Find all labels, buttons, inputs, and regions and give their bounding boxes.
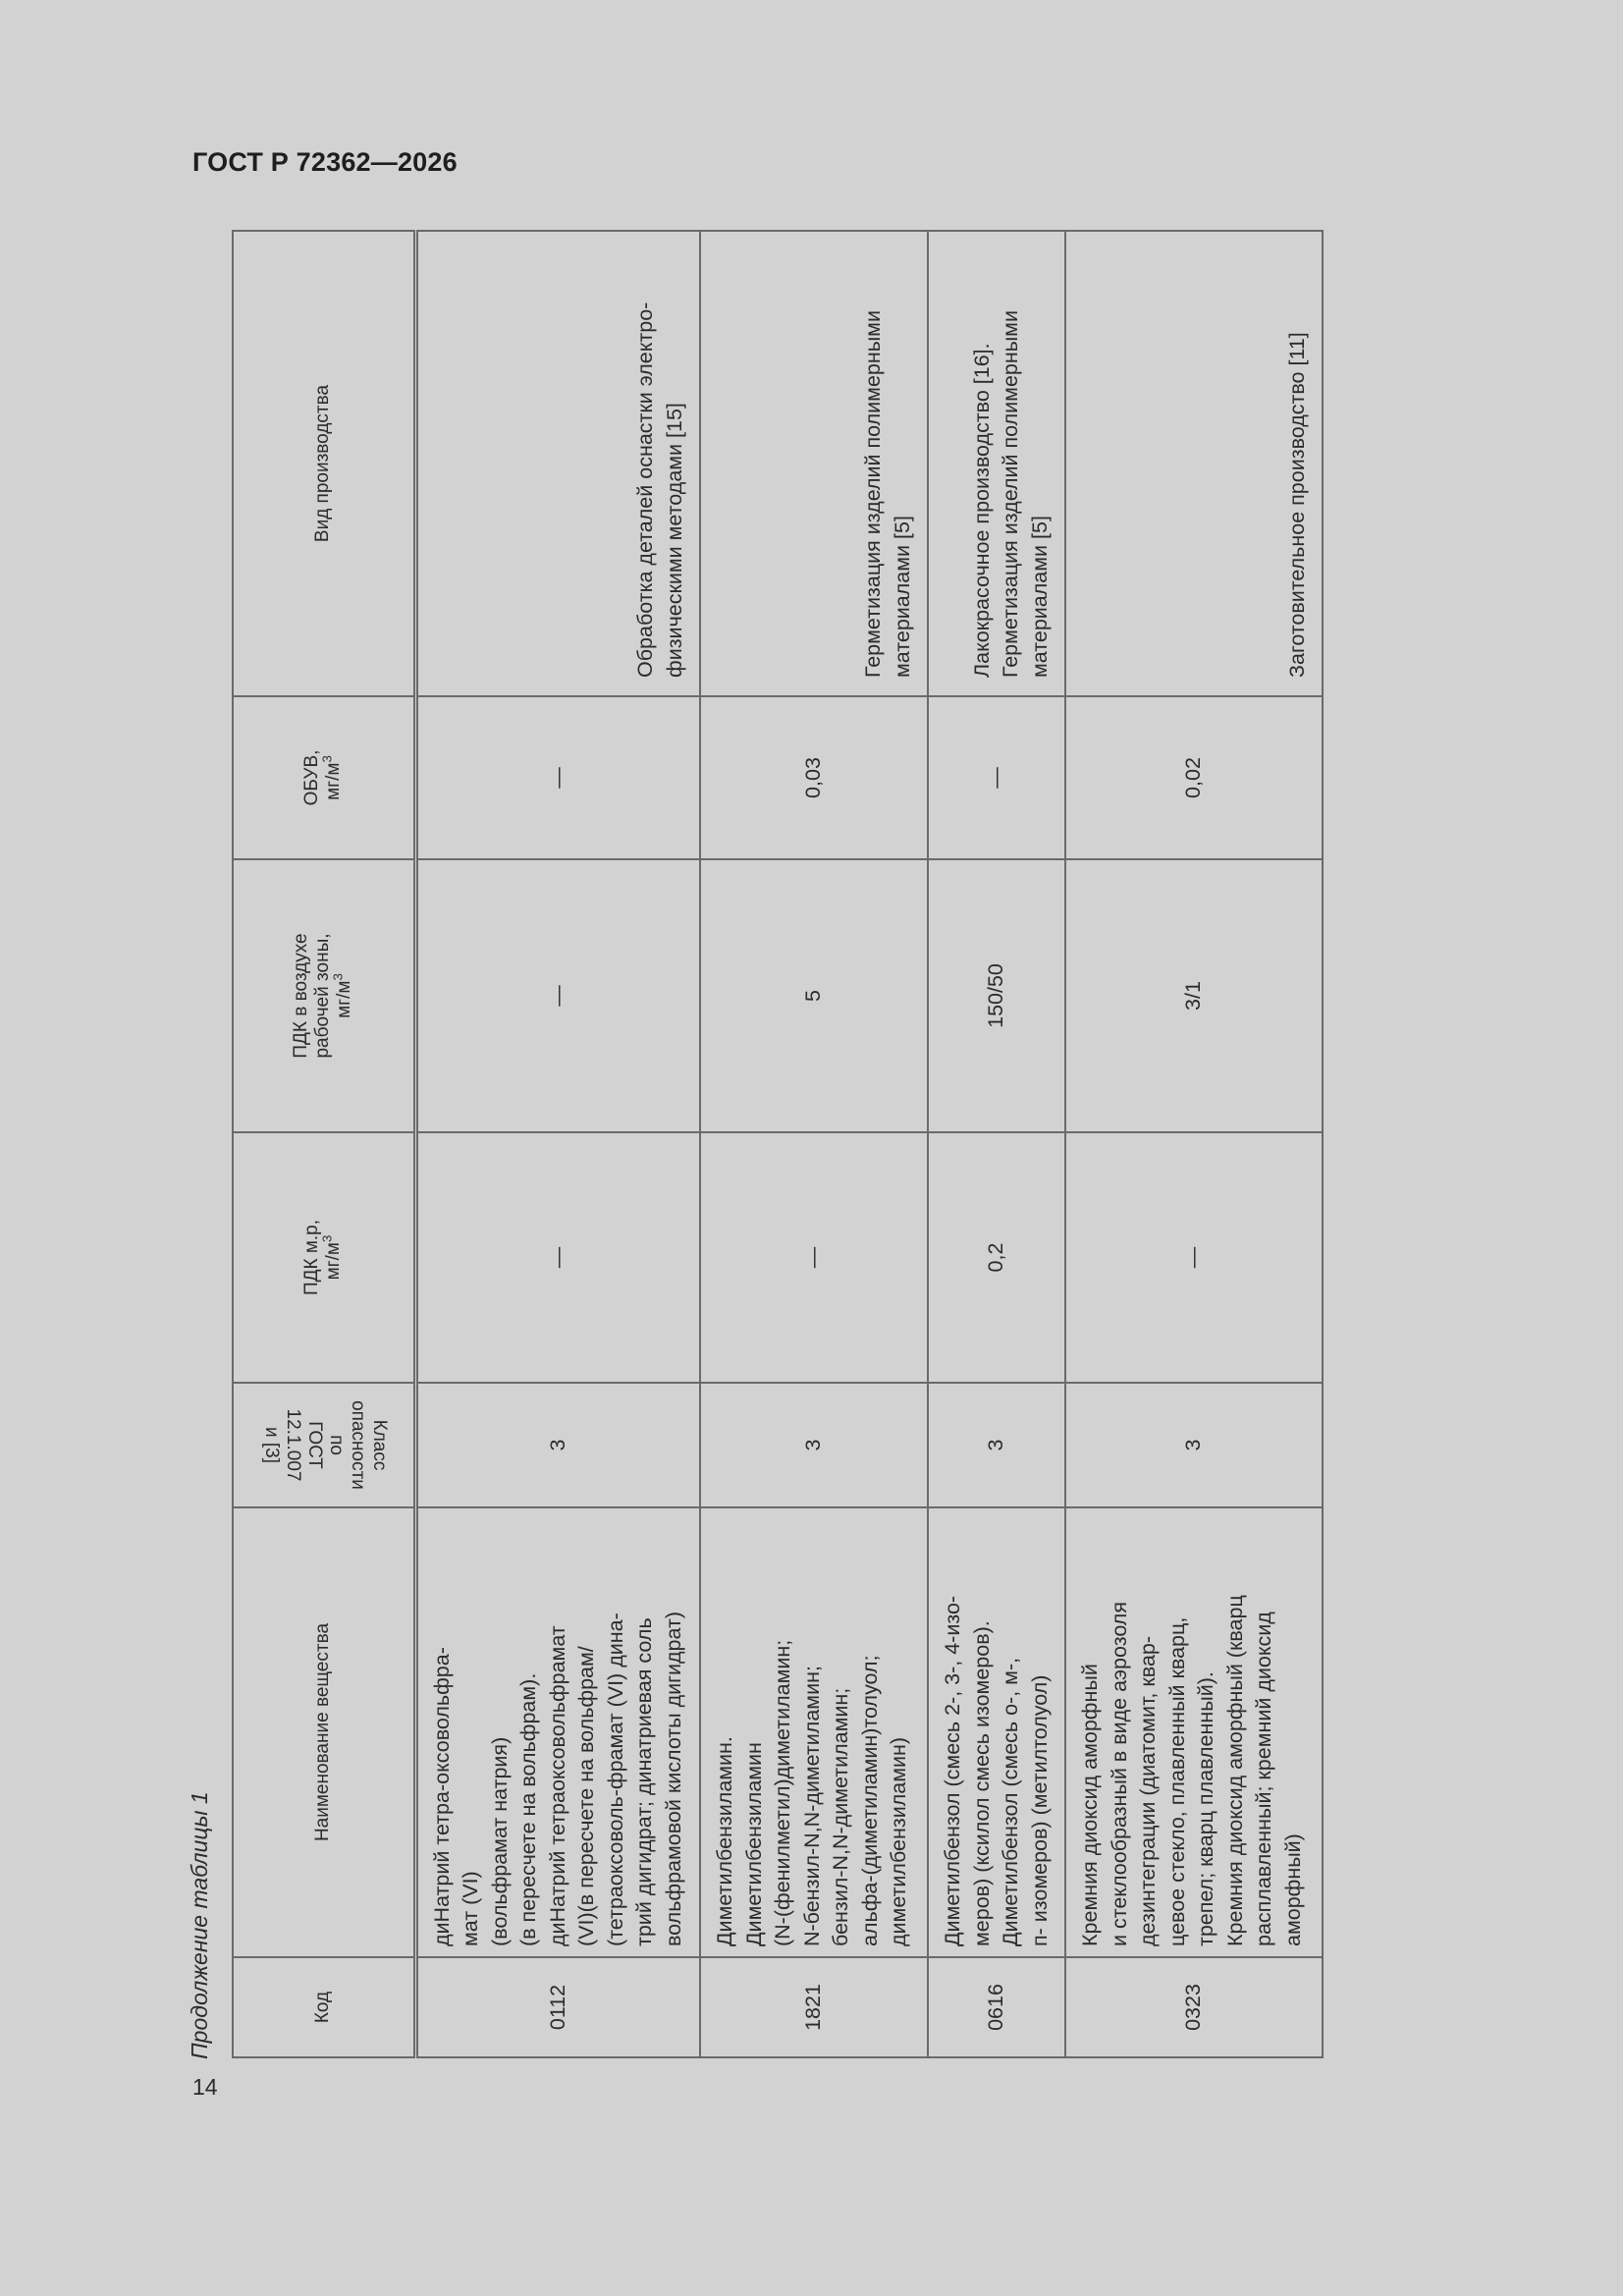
- cell-substance-name: Диметилбензиламин. Диметилбензиламин (N-(фенилметил)диметиламин; N-бензил-N,N-диметиламин; бензил-N,N-диметиламин; альфа-(диметиламин)толуол; диметилбензиламин): [700, 1507, 928, 1957]
- substances-table: [232, 230, 1324, 2058]
- cell-pdk-mr: —: [1065, 1132, 1323, 1383]
- header-code: Код: [233, 1957, 415, 2057]
- cell-code: 1821: [700, 1957, 928, 2057]
- cell-hazard-class: 3: [415, 1383, 700, 1507]
- page-number: 14: [192, 2074, 218, 2100]
- cell-pdk-work-zone: 3/1: [1065, 859, 1323, 1132]
- cell-hazard-class: 3: [1065, 1383, 1323, 1507]
- header-obuv: ОБУВ, $мг/м^3$: [233, 696, 415, 859]
- table-caption: Продолжение таблицы 1: [187, 1791, 212, 2059]
- cell-production-type: Лакокрасочное производство [16]. Герметизация изделий полимерными материалами [5]: [928, 231, 1065, 696]
- cell-pdk-mr: —: [415, 1132, 700, 1383]
- cell-hazard-class: 3: [928, 1383, 1065, 1507]
- cell-pdk-work-zone: —: [415, 859, 700, 1132]
- cell-substance-name: диНатрий тетра-оксовольфра- мат (VI) (вольфрамат натрия) (в пересчете на вольфрам). диНатрий тетраоксовольфрамат (VI)(в пересчете на вольфрам/ (тетраоксоволь-фрамат (VI) дина- трий дигидрат; динатриевая соль вольфрамовой кислоты дигидрат): [415, 1507, 700, 1957]
- cell-pdk-mr: —: [700, 1132, 928, 1383]
- cell-pdk-mr: 0,2: [928, 1132, 1065, 1383]
- cell-pdk-work-zone: 150/50: [928, 859, 1065, 1132]
- table-row: [928, 231, 1065, 2057]
- header-pdk-mr: ПДК м.р, $мг/м^3$: [233, 1132, 415, 1383]
- cell-code: 0323: [1065, 1957, 1323, 2057]
- table-container: [232, 232, 1322, 2058]
- cell-pdk-work-zone: 5: [700, 859, 928, 1132]
- cell-code: 0616: [928, 1957, 1065, 2057]
- cell-hazard-class: 3: [700, 1383, 928, 1507]
- header-substance-name: Наименование вещества: [233, 1507, 415, 1957]
- cell-substance-name: Кремния диоксид аморфный и стеклообразный в виде аэрозоля дезинтеграции (диатомит, квар- цевое стекло, плавленный кварц, трепел; кварц плавленный). Кремния диоксид аморфный (кварц расплавленный; кремний диоксид аморфный): [1065, 1507, 1323, 1957]
- cell-production-type: Заготовительное производство [11]: [1065, 231, 1323, 696]
- table-row: [700, 231, 928, 2057]
- cell-substance-name: Диметилбензол (смесь 2-, 3-, 4-изо- меров) (ксилол смесь изомеров). Диметилбензол (смесь о-, м-, п- изомеров) (метилтолуол): [928, 1507, 1065, 1957]
- table-row: [415, 231, 700, 2057]
- table-row: [1065, 231, 1323, 2057]
- cell-production-type: Герметизация изделий полимерными материалами [5]: [700, 231, 928, 696]
- table-header-row: [233, 231, 415, 2057]
- document-id: ГОСТ Р 72362—2026: [192, 147, 458, 177]
- header-hazard-class: Класс опасности по ГОСТ 12.1.007 и [3]: [233, 1383, 415, 1507]
- cell-obuv: —: [928, 696, 1065, 859]
- header-production-type: Вид производства: [233, 231, 415, 696]
- cell-code: 0112: [415, 1957, 700, 2057]
- header-pdk-work-zone: ПДК в воздухе рабочей зоны, $мг/м^3$: [233, 859, 415, 1132]
- cell-obuv: —: [415, 696, 700, 859]
- cell-production-type: Обработка деталей оснастки электро- физическими методами [15]: [415, 231, 700, 696]
- cell-obuv: 0,02: [1065, 696, 1323, 859]
- cell-obuv: 0,03: [700, 696, 928, 859]
